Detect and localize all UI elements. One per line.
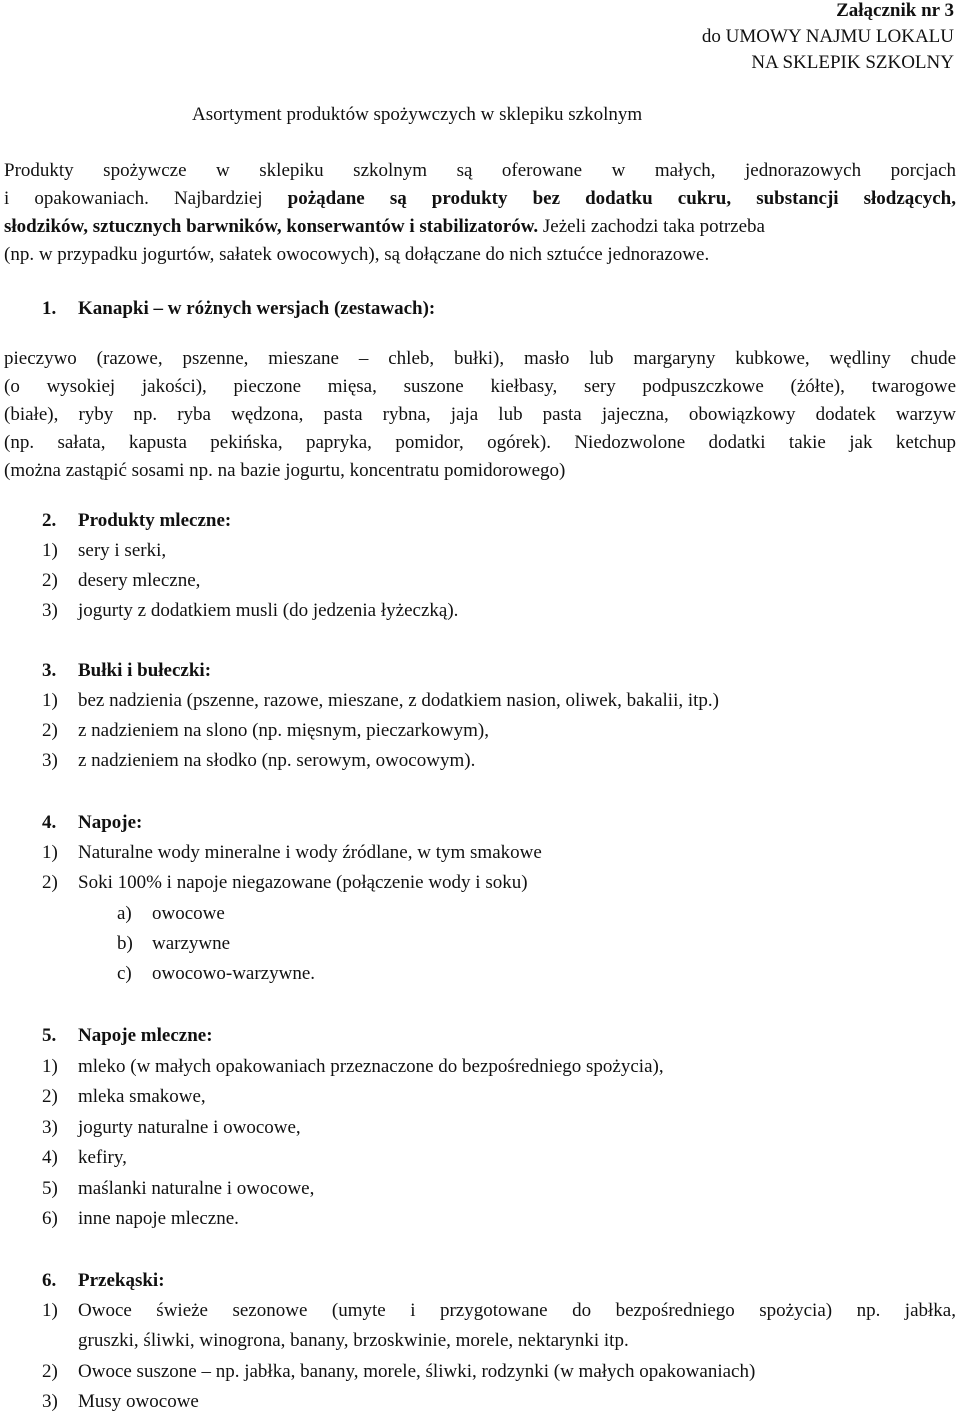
section-body-line: pieczywo (razowe, pszenne, mieszane – chleb, bułki), masło lub margaryny kubkowe, wędliny chude — [4, 348, 956, 369]
list-item: inne napoje mleczne. — [78, 1208, 239, 1229]
list-item: Owoce świeże sezonowe (umyte i przygotowane do bezpośredniego spożycia) np. jabłka, — [78, 1300, 956, 1321]
sub-item-number: c) — [117, 963, 132, 984]
list-item: desery mleczne, — [78, 570, 201, 591]
list-item-number: 2) — [42, 1086, 58, 1107]
annex-contract: do UMOWY NAJMU LOKALU — [701, 26, 954, 47]
sub-item: owocowo-warzywne. — [152, 963, 316, 984]
section-number: 6. — [42, 1270, 57, 1291]
section-number: 3. — [42, 660, 57, 681]
sub-item-number: a) — [117, 903, 132, 924]
list-item-number: 1) — [42, 1300, 58, 1321]
section-number: 1. — [42, 298, 57, 319]
list-item: kefiry, — [78, 1147, 127, 1168]
page-title: Asortyment produktów spożywczych w sklepiku szkolnym — [192, 104, 643, 125]
section-body-line: (np. sałata, kapusta pekińska, papryka, pomidor, ogórek). Niedozwolone dodatki takie jak ketchup — [4, 432, 956, 453]
list-item-number: 2) — [42, 720, 58, 741]
list-item: maślanki naturalne i owocowe, — [78, 1178, 315, 1199]
list-item-number: 3) — [42, 1391, 58, 1412]
list-item: Soki 100% i napoje niegazowane (połączenie wody i soku) — [78, 872, 528, 893]
sub-item: owocowe — [152, 903, 225, 924]
list-item: mleko (w małych opakowaniach przeznaczone do bezpośredniego spożycia), — [78, 1056, 664, 1077]
section-number: 2. — [42, 510, 57, 531]
list-item: z nadzieniem na słodko (np. serowym, owocowym). — [78, 750, 476, 771]
list-item-continuation: gruszki, śliwki, winogrona, banany, brzoskwinie, morele, nektarynki itp. — [78, 1330, 629, 1351]
list-item-number: 1) — [42, 690, 58, 711]
intro-line: (np. w przypadku jogurtów, sałatek owocowych), są dołączane do nich sztućce jednorazowe. — [4, 244, 710, 265]
list-item: z nadzieniem na slono (np. mięsnym, pieczarkowym), — [78, 720, 490, 741]
section-title: Kanapki – w różnych wersjach (zestawach): — [78, 298, 436, 319]
list-item: sery i serki, — [78, 540, 167, 561]
section-title: Napoje: — [78, 812, 143, 833]
section-number: 4. — [42, 812, 57, 833]
list-item-number: 2) — [42, 1361, 58, 1382]
list-item: Musy owocowe — [78, 1391, 199, 1412]
annex-shop: NA SKLEPIK SZKOLNY — [751, 52, 954, 73]
section-title: Napoje mleczne: — [78, 1025, 213, 1046]
list-item-number: 4) — [42, 1147, 58, 1168]
section-number: 5. — [42, 1025, 57, 1046]
intro-line: słodzików, sztucznych barwników, konserwantów i stabilizatorów. Jeżeli zachodzi taka potrzeba — [4, 216, 765, 237]
list-item: Owoce suszone – np. jabłka, banany, morele, śliwki, rodzynki (w małych opakowaniach) — [78, 1361, 756, 1382]
list-item-number: 1) — [42, 540, 58, 561]
sub-item-number: b) — [117, 933, 133, 954]
list-item: jogurty z dodatkiem musli (do jedzenia łyżeczką). — [78, 600, 459, 621]
section-body-line: (o wysokiej jakości), pieczone mięsa, suszone kiełbasy, sery podpuszczkowe (żółte), twarogowe — [4, 376, 956, 397]
list-item-number: 1) — [42, 1056, 58, 1077]
list-item: mleka smakowe, — [78, 1086, 206, 1107]
list-item-number: 6) — [42, 1208, 58, 1229]
list-item: bez nadzienia (pszenne, razowe, mieszane, z dodatkiem nasion, oliwek, bakalii, itp.) — [78, 690, 719, 711]
section-body-line: (można zastąpić sosami np. na bazie jogurtu, koncentratu pomidorowego) — [4, 460, 566, 481]
list-item: Naturalne wody mineralne i wody źródlane, w tym smakowe — [78, 842, 542, 863]
section-body-line: (białe), ryby np. ryba wędzona, pasta rybna, jaja lub pasta jajeczna, obowiązkowy dodatek warzyw — [4, 404, 956, 425]
section-title: Przekąski: — [78, 1270, 165, 1291]
list-item-number: 3) — [42, 1117, 58, 1138]
list-item-number: 1) — [42, 842, 58, 863]
list-item: jogurty naturalne i owocowe, — [78, 1117, 301, 1138]
sub-item: warzywne — [152, 933, 231, 954]
section-title: Produkty mleczne: — [78, 510, 232, 531]
list-item-number: 2) — [42, 872, 58, 893]
intro-line: Produkty spożywcze w sklepiku szkolnym są oferowane w małych, jednorazowych porcjach — [4, 160, 956, 181]
list-item-number: 2) — [42, 570, 58, 591]
annex-number: Załącznik nr 3 — [836, 0, 954, 21]
intro-line: i opakowaniach. Najbardziej pożądane są produkty bez dodatku cukru, substancji słodzących, — [4, 188, 956, 209]
section-title: Bułki i bułeczki: — [78, 660, 212, 681]
list-item-number: 5) — [42, 1178, 58, 1199]
list-item-number: 3) — [42, 750, 58, 771]
list-item-number: 3) — [42, 600, 58, 621]
